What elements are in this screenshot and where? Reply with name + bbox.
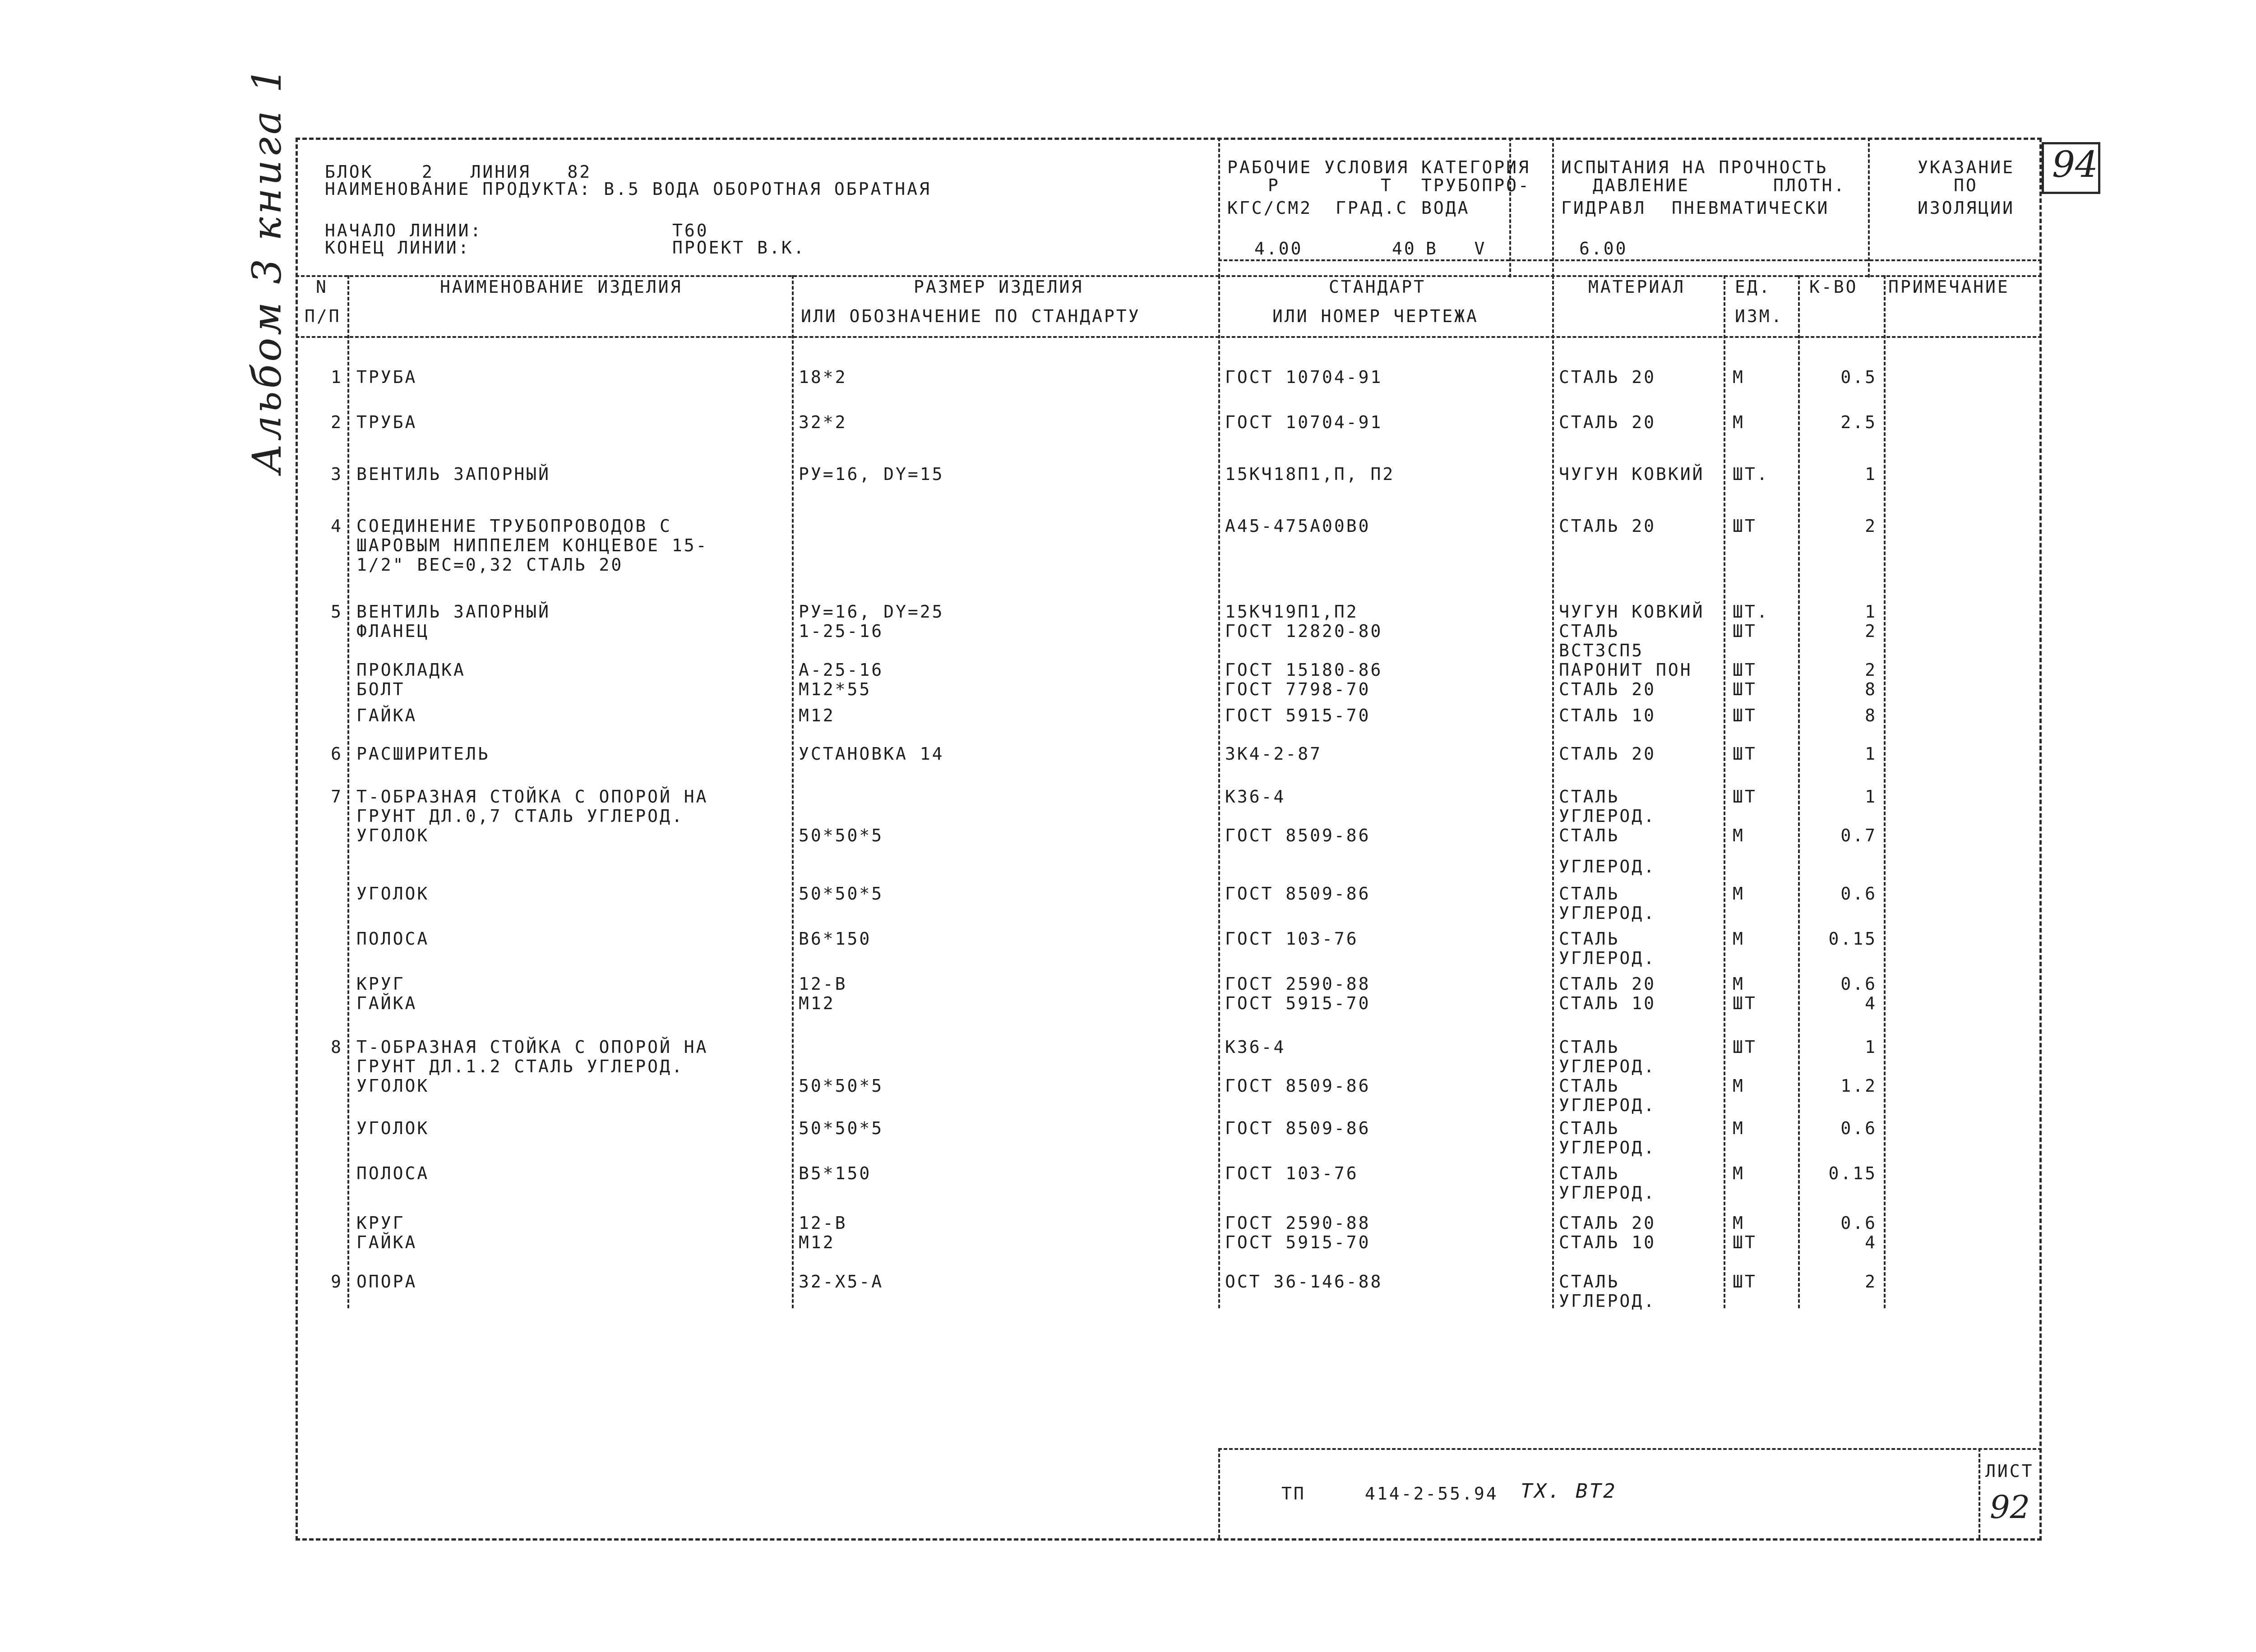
item-material: ЧУГУН КОВКИЙ [1559,602,1705,622]
item-name: УГОЛОК [356,1076,430,1096]
item-material: ПАРОНИТ ПОН [1559,660,1692,680]
conditions-p: Р [1268,175,1280,195]
conditions-title: РАБОЧИЕ УСЛОВИЯ [1227,157,1410,177]
vrule-conditions [1218,138,1220,277]
stamp-sheet-label: ЛИСТ [1985,1461,2034,1481]
item-unit: М [1733,1076,1745,1096]
item-name: ГРУНТ ДЛ.0,7 СТАЛЬ УГЛЕРОД. [356,806,684,826]
item-unit: ШТ [1733,787,1757,807]
item-material: СТАЛЬ [1559,1076,1620,1096]
row-number: 4 [331,516,343,536]
item-standard: ГОСТ 8509-86 [1225,1118,1371,1138]
col-size-1: РАЗМЕР ИЗДЕЛИЯ [914,277,1084,297]
item-name: ТРУБА [356,367,417,387]
conditions-t-unit: ГРАД.С [1336,198,1409,218]
item-material: УГЛЕРОД. [1559,1095,1656,1115]
col-no-2: П/П [305,306,341,326]
vrule-col-note [1884,275,1886,1308]
col-unit-1: ЕД. [1735,277,1771,297]
item-size: М12 [799,993,835,1013]
item-quantity: 4 [1865,993,1877,1013]
stamp-doc-suffix: ТХ. ВТ2 [1521,1480,1617,1503]
item-name: ШАРОВЫМ НИППЕЛЕМ КОНЦЕВОЕ 15- [356,535,708,555]
row-number: 1 [331,367,343,387]
col-no-1: N [316,277,328,297]
item-quantity: 0.6 [1840,974,1877,994]
item-material: СТАЛЬ 20 [1559,744,1656,764]
category-l3: ВОДА [1421,198,1470,218]
item-size: 50*50*5 [799,1076,884,1096]
category-title: КАТЕГОРИЯ [1421,157,1530,177]
item-name: ФЛАНЕЦ [356,621,430,641]
conditions-p-unit: КГС/СМ2 [1227,198,1313,218]
item-quantity: 4 [1865,1232,1877,1252]
value-category: В V [1426,239,1487,258]
tests-title: ИСПЫТАНИЯ НА ПРОЧНОСТЬ [1561,157,1828,177]
item-material: ВСТ3СП5 [1559,641,1644,660]
item-material: СТАЛЬ 20 [1559,367,1656,387]
item-material: УГЛЕРОД. [1559,857,1656,877]
item-standard: ГОСТ 7798-70 [1225,679,1371,699]
item-size: М12*55 [799,679,872,699]
item-standard: ГОСТ 8509-86 [1225,1076,1371,1096]
side-caption: Альбом 3 книга 1 [244,65,290,474]
tests-density: ПЛОТН. [1773,175,1846,195]
row-number: 5 [331,602,343,622]
row-number: 6 [331,744,343,764]
row-number: 8 [331,1037,343,1057]
item-standard: ГОСТ 103-76 [1225,1163,1359,1183]
page-stamp-number: 94 [2052,143,2098,185]
item-standard: ГОСТ 103-76 [1225,929,1359,949]
item-name: УГОЛОК [356,826,430,845]
item-size: РУ=16, DY=15 [799,464,944,484]
item-name: ГАЙКА [356,1232,417,1252]
product-name: НАИМЕНОВАНИЕ ПРОДУКТА: В.5 ВОДА ОБОРОТНАЯ ОБРАТНАЯ [325,179,931,199]
item-material: СТАЛЬ 20 [1559,974,1656,994]
col-name: НАИМЕНОВАНИЕ ИЗДЕЛИЯ [440,277,683,297]
item-quantity: 0.6 [1840,884,1877,904]
item-unit: ШТ [1733,706,1757,725]
item-name: Т-ОБРАЗНАЯ СТОЙКА С ОПОРОЙ НА [356,787,708,807]
item-quantity: 0.15 [1828,1163,1877,1183]
line-end-label: КОНЕЦ ЛИНИИ: [325,238,471,258]
item-unit: М [1733,412,1745,432]
item-name: ПОЛОСА [356,1163,430,1183]
item-name: ТРУБА [356,412,417,432]
item-quantity: 2 [1865,516,1877,536]
item-size: М12 [799,1232,835,1252]
vrule-tests [1552,138,1554,277]
item-material: УГЛЕРОД. [1559,1138,1656,1158]
value-hydraulic: 6.00 [1579,239,1628,258]
tests-pressure: ДАВЛЕНИЕ [1593,175,1690,195]
rule-header-mid [1218,259,2042,261]
item-material: СТАЛЬ 20 [1559,1213,1656,1233]
stamp-prefix: ТП [1281,1484,1306,1504]
item-name: ОПОРА [356,1272,417,1292]
item-quantity: 1 [1865,602,1877,622]
item-material: УГЛЕРОД. [1559,903,1656,923]
rule-columns-bottom [296,336,2042,338]
vrule-col-material [1552,275,1554,1308]
item-name: ВЕНТИЛЬ ЗАПОРНЫЙ [356,602,551,622]
row-number: 9 [331,1272,343,1292]
vrule-col-no [347,275,349,1308]
item-name: ПРОКЛАДКА [356,660,466,680]
item-quantity: 1 [1865,464,1877,484]
line-start-label: НАЧАЛО ЛИНИИ: [325,221,483,240]
category-l2: ТРУБОПРО- [1421,175,1530,195]
col-size-2: ИЛИ ОБОЗНАЧЕНИЕ ПО СТАНДАРТУ [801,306,1141,326]
item-standard: ГОСТ 5915-70 [1225,706,1371,725]
col-qty: К-ВО [1809,277,1858,297]
item-quantity: 8 [1865,679,1877,699]
tests-hydr: ГИДРАВЛ [1561,198,1646,218]
item-unit: ШТ. [1733,464,1769,484]
col-std-2: ИЛИ НОМЕР ЧЕРТЕЖА [1272,306,1479,326]
item-unit: М [1733,974,1745,994]
isolation-title: УКАЗАНИЕ [1918,157,2015,177]
item-name: УГОЛОК [356,884,430,904]
item-material: СТАЛЬ 10 [1559,1232,1656,1252]
item-material: СТАЛЬ [1559,621,1620,641]
item-name: ВЕНТИЛЬ ЗАПОРНЫЙ [356,464,551,484]
item-size: А-25-16 [799,660,884,680]
tests-pneu: ПНЕВМАТИЧЕСКИ [1672,198,1830,218]
item-standard: К36-4 [1225,1037,1286,1057]
item-material: СТАЛЬ 20 [1559,516,1656,536]
isolation-l2: ПО [1954,175,1978,195]
item-material: СТАЛЬ 10 [1559,706,1656,725]
item-unit: М [1733,367,1745,387]
col-std-1: СТАНДАРТ [1329,277,1426,297]
item-size: РУ=16, DY=25 [799,602,944,622]
item-size: 12-В [799,1213,847,1233]
item-unit: ШТ. [1733,602,1769,622]
item-quantity: 2.5 [1840,412,1877,432]
value-pressure: 4.00 [1254,239,1303,258]
item-standard: ОСТ 36-146-88 [1225,1272,1383,1292]
item-standard: ГОСТ 2590-88 [1225,974,1371,994]
item-unit: ШТ [1733,1037,1757,1057]
item-material: СТАЛЬ [1559,1037,1620,1057]
item-size: 50*50*5 [799,884,884,904]
item-name: ПОЛОСА [356,929,430,949]
item-unit: М [1733,826,1745,845]
item-material: СТАЛЬ 20 [1559,412,1656,432]
row-number: 7 [331,787,343,807]
item-size: 1-25-16 [799,621,884,641]
item-material: СТАЛЬ [1559,929,1620,949]
item-material: ЧУГУН КОВКИЙ [1559,464,1705,484]
item-material: УГЛЕРОД. [1559,1291,1656,1311]
item-material: СТАЛЬ [1559,826,1620,845]
item-name: КРУГ [356,974,405,994]
item-standard: ГОСТ 12820-80 [1225,621,1383,641]
item-size: 18*2 [799,367,847,387]
item-size: М12 [799,706,835,725]
col-note: ПРИМЕЧАНИЕ [1888,277,2010,297]
vrule-col-size [792,275,794,1308]
stamp-sheet-number: 92 [1990,1489,2030,1526]
item-standard: ГОСТ 8509-86 [1225,826,1371,845]
item-name: ГАЙКА [356,993,417,1013]
item-material: УГЛЕРОД. [1559,948,1656,968]
line-start-value: Т60 [672,221,709,240]
line-end-value: ПРОЕКТ В.К. [672,238,806,258]
item-name: БОЛТ [356,679,405,699]
item-unit: М [1733,1163,1745,1183]
item-quantity: 0.6 [1840,1213,1877,1233]
item-material: СТАЛЬ [1559,1163,1620,1183]
stamp-doc-code: 414-2-55.94 [1365,1484,1498,1504]
item-name: УГОЛОК [356,1118,430,1138]
conditions-t: Т [1381,175,1393,195]
block-line: БЛОК 2 ЛИНИЯ 82 [325,162,592,182]
item-size: 50*50*5 [799,1118,884,1138]
item-standard: 15КЧ19П1,П2 [1225,602,1359,622]
col-material: МАТЕРИАЛ [1588,277,1686,297]
item-material: УГЛЕРОД. [1559,1183,1656,1203]
isolation-l3: ИЗОЛЯЦИИ [1918,198,2015,218]
item-material: СТАЛЬ [1559,884,1620,904]
item-quantity: 1 [1865,1037,1877,1057]
item-name: Т-ОБРАЗНАЯ СТОЙКА С ОПОРОЙ НА [356,1037,708,1057]
item-unit: ШТ [1733,744,1757,764]
item-standard: А45-475А00В0 [1225,516,1371,536]
item-name: ГРУНТ ДЛ.1.2 СТАЛЬ УГЛЕРОД. [356,1057,684,1076]
item-quantity: 2 [1865,1272,1877,1292]
vrule-col-qty [1798,275,1800,1308]
item-unit: ШТ [1733,621,1757,641]
item-name: КРУГ [356,1213,405,1233]
item-unit: ШТ [1733,660,1757,680]
item-name: 1/2" ВЕС=0,32 СТАЛЬ 20 [356,555,624,575]
item-size: УСТАНОВКА 14 [799,744,944,764]
item-unit: ШТ [1733,1272,1757,1292]
vrule-stamp-left [1218,1448,1220,1538]
value-temperature: 40 [1392,239,1416,258]
item-material: УГЛЕРОД. [1559,806,1656,826]
item-quantity: 0.5 [1840,367,1877,387]
item-material: СТАЛЬ [1559,787,1620,807]
item-unit: ШТ [1733,679,1757,699]
item-quantity: 1 [1865,744,1877,764]
item-unit: ШТ [1733,516,1757,536]
item-standard: ГОСТ 10704-91 [1225,367,1383,387]
item-standard: ГОСТ 8509-86 [1225,884,1371,904]
item-quantity: 8 [1865,706,1877,725]
item-standard: ГОСТ 5915-70 [1225,1232,1371,1252]
item-quantity: 0.15 [1828,929,1877,949]
vrule-stamp-sheet [1979,1448,1980,1538]
item-material: СТАЛЬ 10 [1559,993,1656,1013]
item-standard: ГОСТ 2590-88 [1225,1213,1371,1233]
item-unit: М [1733,1213,1745,1233]
item-quantity: 0.7 [1840,826,1877,845]
item-quantity: 0.6 [1840,1118,1877,1138]
item-standard: ГОСТ 15180-86 [1225,660,1383,680]
item-quantity: 2 [1865,621,1877,641]
item-quantity: 1 [1865,787,1877,807]
row-number: 2 [331,412,343,432]
item-standard: ГОСТ 10704-91 [1225,412,1383,432]
item-unit: М [1733,1118,1745,1138]
item-material: СТАЛЬ [1559,1118,1620,1138]
item-material: УГЛЕРОД. [1559,1057,1656,1076]
item-material: СТАЛЬ [1559,1272,1620,1292]
item-quantity: 1.2 [1840,1076,1877,1096]
col-unit-2: ИЗМ. [1735,306,1784,326]
item-standard: 3К4-2-87 [1225,744,1322,764]
vrule-col-unit [1724,275,1725,1308]
item-size: В6*150 [799,929,872,949]
item-standard: ГОСТ 5915-70 [1225,993,1371,1013]
item-unit: М [1733,884,1745,904]
row-number: 3 [331,464,343,484]
item-material: СТАЛЬ 20 [1559,679,1656,699]
item-unit: М [1733,929,1745,949]
item-standard: 15КЧ18П1,П, П2 [1225,464,1395,484]
item-standard: К36-4 [1225,787,1286,807]
item-name: РАСШИРИТЕЛЬ [356,744,490,764]
vrule-col-std [1218,275,1220,1308]
item-size: В5*150 [799,1163,872,1183]
item-name: СОЕДИНЕНИЕ ТРУБОПРОВОДОВ С [356,516,672,536]
item-size: 32*2 [799,412,847,432]
item-size: 12-В [799,974,847,994]
rule-stamp-top [1218,1448,2042,1450]
item-size: 50*50*5 [799,826,884,845]
item-size: 32-Х5-А [799,1272,884,1292]
vrule-isolation [1868,138,1870,277]
item-unit: ШТ [1733,1232,1757,1252]
item-name: ГАЙКА [356,706,417,725]
item-quantity: 2 [1865,660,1877,680]
item-unit: ШТ [1733,993,1757,1013]
